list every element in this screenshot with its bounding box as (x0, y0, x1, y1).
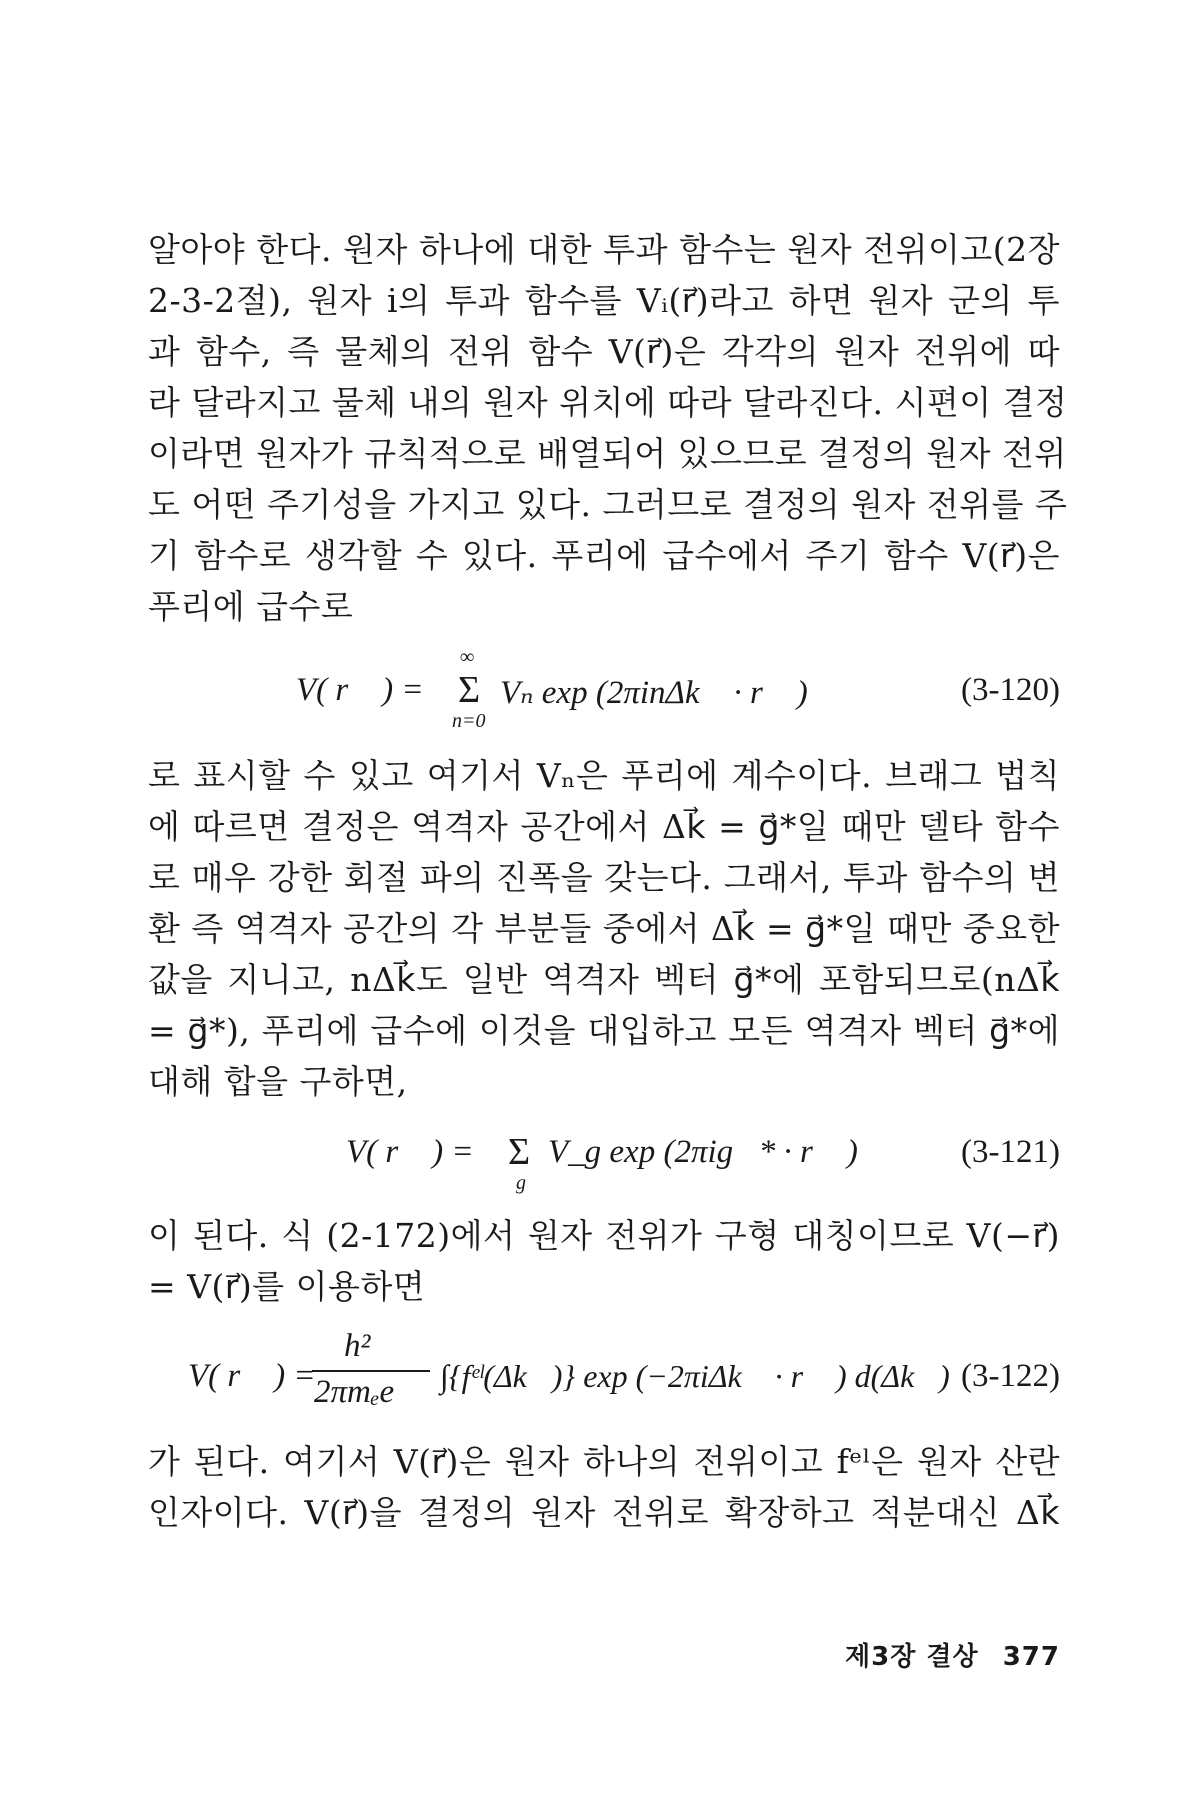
text-line: 2-3-2절), 원자 i의 투과 함수를 Vᵢ(r⃗)라고 하면 원자 군의 투 (148, 281, 1060, 320)
equation-lhs: V( r⃗ ) = (296, 672, 424, 708)
equation-lhs: V( r⃗ ) = (188, 1358, 316, 1394)
text-line: 에 따르면 결정은 역격자 공간에서 Δk⃗ = g⃗*일 때만 델타 함수 (148, 807, 1060, 846)
sum-lower-limit: g (516, 1172, 526, 1194)
equation-rhs: ∫{fᵉˡ(Δk⃗)} exp (−2πiΔk⃗ · r⃗ ) d(Δk⃗) (440, 1358, 950, 1394)
fraction-bar (312, 1370, 430, 1372)
text-line: 과 함수, 즉 물체의 전위 함수 V(r⃗)은 각각의 원자 전위에 따 (148, 332, 1060, 371)
equation-rhs: Vₙ exp (2πinΔk⃗ · r⃗ ) (500, 675, 808, 711)
equation-lhs: V( r⃗ ) = (346, 1134, 474, 1170)
text-line: 인자이다. V(r⃗)을 결정의 원자 전위로 확장하고 적분대신 Δk⃗ (148, 1493, 1060, 1532)
text-line: 이 된다. 식 (2-172)에서 원자 전위가 구형 대칭이므로 V(−r⃗) (148, 1216, 1060, 1255)
equation-rhs: V_g exp (2πig⃗* · r⃗ ) (548, 1134, 858, 1170)
paragraph-2 (148, 750, 1060, 1107)
text-line: 대해 합을 구하면, (148, 1062, 408, 1101)
paragraph-3 (148, 1210, 1060, 1312)
text-line: 도 어떤 주기성을 가지고 있다. 그러므로 결정의 원자 전위를 주 (148, 485, 1068, 524)
chapter-title: 제3장 결상 (845, 1642, 979, 1672)
equation-number: (3-121) (961, 1134, 1060, 1170)
text-line: 이라면 원자가 규칙적으로 배열되어 있으므로 결정의 원자 전위 (148, 434, 1067, 473)
text-line: 라 달라지고 물체 내의 원자 위치에 따라 달라진다. 시편이 결정 (148, 383, 1068, 422)
sum-symbol: Σ (458, 669, 481, 711)
text-line: 기 함수로 생각할 수 있다. 푸리에 급수에서 주기 함수 V(r⃗)은 (148, 536, 1060, 575)
paragraph-1 (148, 224, 1068, 632)
equation-3-122 (148, 1326, 1060, 1416)
sum-upper-limit: ∞ (460, 646, 475, 668)
equation-3-120 (148, 646, 1060, 732)
equation-3-121 (148, 1124, 1060, 1194)
text-line: 환 즉 역격자 공간의 각 부분들 중에서 Δk⃗ = g⃗*일 때만 중요한 (148, 909, 1060, 948)
equation-number: (3-122) (961, 1358, 1060, 1394)
page-number: 377 (1002, 1642, 1060, 1672)
text-line: = V(r⃗)를 이용하면 (148, 1267, 426, 1306)
sum-symbol: Σ (508, 1131, 531, 1173)
paragraph-4 (148, 1436, 1060, 1538)
text-line: 가 된다. 여기서 V(r⃗)은 원자 하나의 전위이고 fᵉˡ은 원자 산란 (148, 1442, 1060, 1481)
text-line: 알아야 한다. 원자 하나에 대한 투과 함수는 원자 전위이고(2장 (148, 230, 1060, 269)
text-line: = g⃗*), 푸리에 급수에 이것을 대입하고 모든 역격자 벡터 g⃗*에 (148, 1011, 1060, 1050)
sum-lower-limit: n=0 (452, 710, 486, 732)
text-line: 로 매우 강한 회절 파의 진폭을 갖는다. 그래서, 투과 함수의 변 (148, 858, 1060, 897)
text-line: 값을 지니고, nΔk⃗도 일반 역격자 벡터 g⃗*에 포함되므로(nΔk⃗ (148, 960, 1060, 999)
fraction-numerator: h² (344, 1328, 371, 1364)
page-footer (820, 1636, 1060, 1673)
equation-number: (3-120) (961, 672, 1060, 708)
text-line: 푸리에 급수로 (148, 587, 354, 626)
fraction-denominator: 2πmₑe (314, 1374, 395, 1410)
text-line: 로 표시할 수 있고 여기서 Vₙ은 푸리에 계수이다. 브래그 법칙 (148, 756, 1060, 795)
